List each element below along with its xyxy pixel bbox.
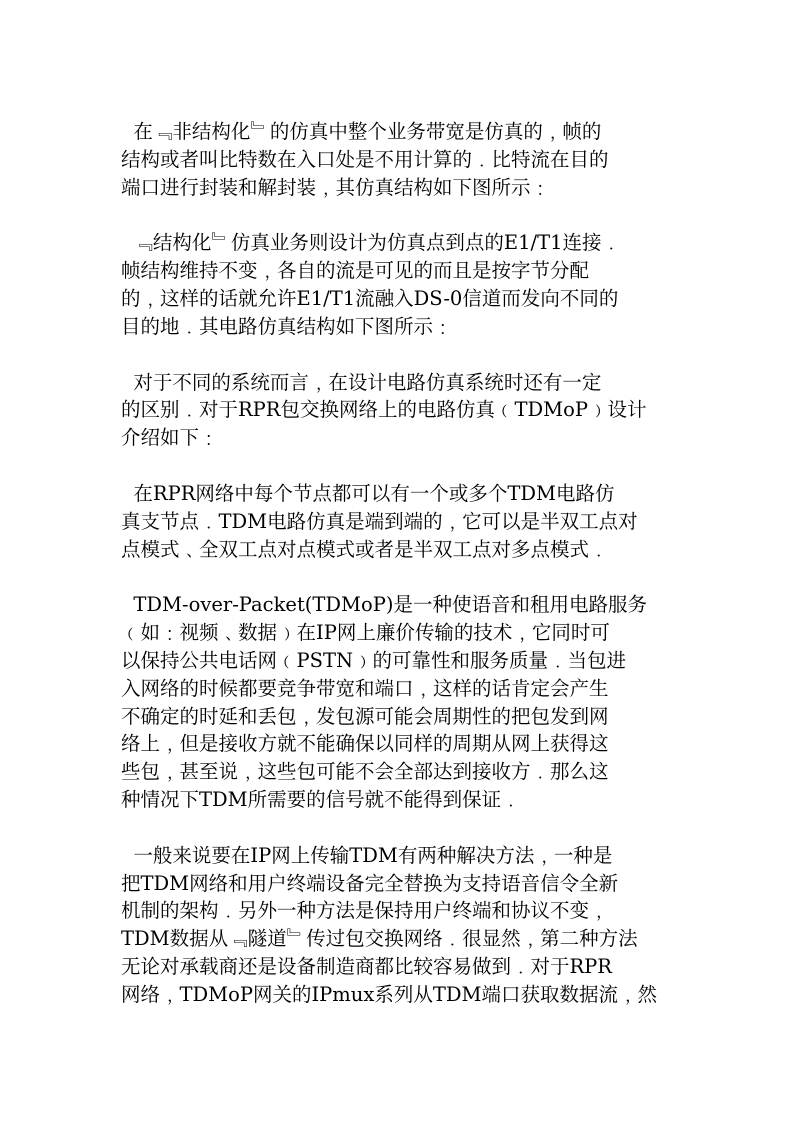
text-line: 以保持公共电话网﹙PSTN﹚的可靠性和服务质量﹒当包进 [121, 648, 627, 672]
document-page [121, 118, 673, 1037]
text-line: TDM数据从﹃隧道﹄传过包交换网络﹒很显然﹐第二种方法 [121, 927, 638, 951]
text-line: 在﹃非结构化﹄的仿真中整个业务带宽是仿真的﹐帧的 [121, 120, 602, 143]
paragraph-tdmop-definition [121, 591, 673, 813]
text-line: 帧结构维持不变﹐各自的流是可见的而且是按字节分配 [121, 259, 590, 283]
text-line: 网络﹐TDMoP网关的IPmux系列从TDM端口获取数据流﹐然 [121, 982, 657, 1006]
text-line: 目的地﹒其电路仿真结构如下图所示﹕ [121, 314, 453, 338]
text-line: 点模式﹑全双工点对点模式或者是半双工点对多点模式﹒ [121, 537, 609, 561]
text-line: 的﹐这样的话就允许E1/T1流融入DS-0信道而发向不同的 [121, 286, 619, 310]
text-line: 端口进行封装和解封装﹐其仿真结构如下图所示﹕ [121, 175, 551, 199]
paragraph-solution-methods [121, 842, 673, 1009]
text-line: 把TDM网络和用户终端设备完全替换为支持语音信令全新 [121, 871, 619, 895]
text-line: 真支节点﹒TDM电路仿真是端到端的﹐它可以是半双工点对 [121, 509, 638, 533]
text-line: 对于不同的系统而言﹐在设计电路仿真系统时还有一定 [121, 370, 602, 394]
text-line: 些包﹐甚至说﹐这些包可能不会全部达到接收方﹒那么这 [121, 760, 609, 784]
text-line: 种情况下TDM所需要的信号就不能得到保证﹒ [121, 787, 521, 811]
text-line: 的区别﹒对于RPR包交换网络上的电路仿真﹙TDMoP﹚设计 [121, 398, 647, 422]
paragraph-unstructured-emulation [121, 118, 673, 201]
text-line: 一般来说要在IP网上传输TDM有两种解决方法﹐一种是 [121, 843, 613, 867]
text-line: TDM-over-Packet(TDMoP)是一种使语音和租用电路服务 [121, 593, 647, 617]
text-line: ﹃结构化﹄仿真业务则设计为仿真点到点的E1/T1连接﹒ [121, 231, 622, 255]
text-line: 不确定的时延和丢包﹐发包源可能会周期性的把包发到网 [121, 704, 609, 728]
text-line: 入网络的时候都要竞争带宽和端口﹐这样的话肯定会产生 [121, 676, 609, 700]
text-line: 介绍如下﹕ [121, 426, 219, 450]
paragraph-rpr-nodes [121, 480, 673, 563]
paragraph-system-differences [121, 369, 673, 452]
text-line: ﹙如﹕视频﹑数据﹚在IP网上廉价传输的技术﹐它同时可 [121, 621, 610, 645]
text-line: 结构或者叫比特数在入口处是不用计算的﹒比特流在目的 [121, 147, 609, 171]
text-line: 无论对承载商还是设备制造商都比较容易做到﹒对于RPR [121, 954, 612, 978]
text-line: 络上﹐但是接收方就不能确保以同样的周期从网上获得这 [121, 732, 609, 756]
text-line: 机制的架构﹒另外一种方法是保持用户终端和协议不变﹐ [121, 899, 609, 923]
text-line: 在RPR网络中每个节点都可以有一个或多个TDM电路仿 [121, 481, 615, 505]
paragraph-structured-emulation [121, 229, 673, 340]
